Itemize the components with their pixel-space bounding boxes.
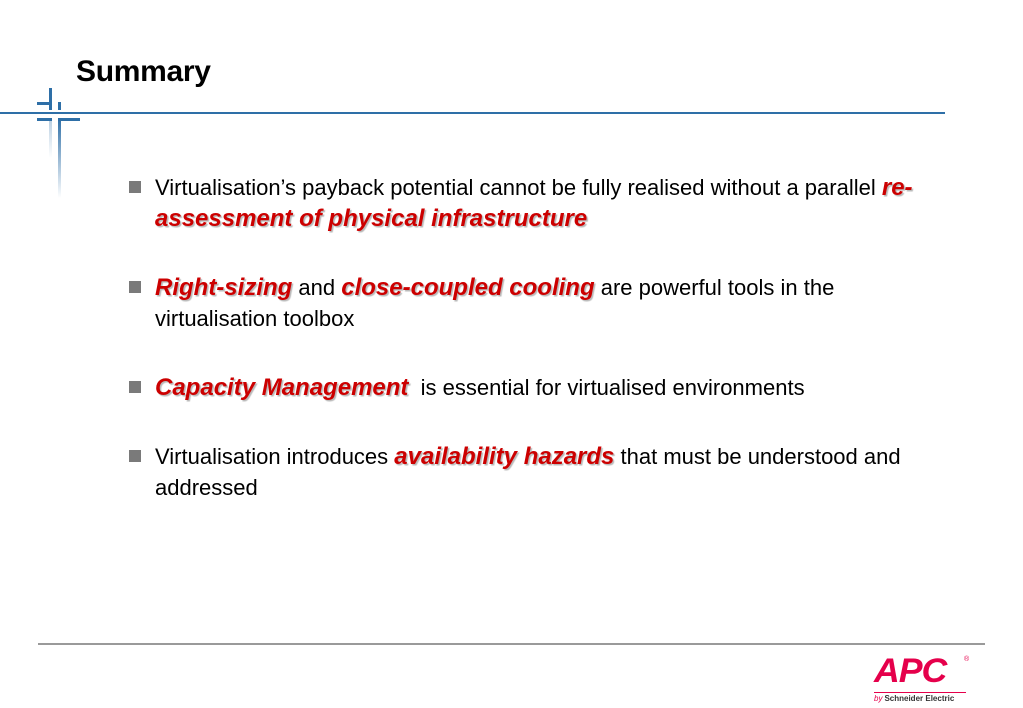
- emphasis-text: Capacity Management: [155, 374, 409, 401]
- logo-by: by: [874, 694, 883, 703]
- bullet-item: [128, 272, 918, 334]
- logo-brand: APC: [874, 652, 947, 690]
- logo-company: Schneider Electric: [884, 694, 955, 703]
- square-bullet-icon: [129, 281, 141, 293]
- cross-ornament-icon: [28, 88, 98, 198]
- bullet-text: Virtualisation introduces: [155, 444, 395, 469]
- emphasis-text: Right-sizing: [155, 274, 293, 301]
- square-bullet-icon: [129, 381, 141, 393]
- apc-logo: [870, 652, 970, 704]
- bullet-text: is essential for virtualised environments: [408, 375, 805, 400]
- emphasis-text: re-assessment of physical infrastructure: [155, 174, 913, 232]
- logo-tagline: [874, 694, 954, 703]
- slide-title: Summary: [76, 55, 211, 88]
- bullet-text: that must be understood and addressed: [155, 444, 907, 500]
- bullet-item: [128, 372, 918, 403]
- footer-divider: [38, 643, 985, 645]
- bullet-text: Virtualisation’s payback potential cannot be fully realised without a parallel: [155, 175, 882, 200]
- square-bullet-icon: [129, 181, 141, 193]
- emphasis-text: availability hazards: [394, 443, 615, 470]
- bullet-list: [128, 172, 918, 541]
- bullet-item: [128, 172, 918, 234]
- emphasis-text: close-coupled cooling: [341, 274, 595, 301]
- bullet-text: are powerful tools in the virtualisation toolbox: [155, 275, 841, 331]
- logo-underline: [874, 692, 966, 693]
- title-divider: [0, 112, 945, 114]
- logo-registered-mark: ®: [964, 656, 970, 663]
- square-bullet-icon: [129, 450, 141, 462]
- bullet-text: and: [292, 275, 342, 300]
- bullet-item: [128, 441, 918, 503]
